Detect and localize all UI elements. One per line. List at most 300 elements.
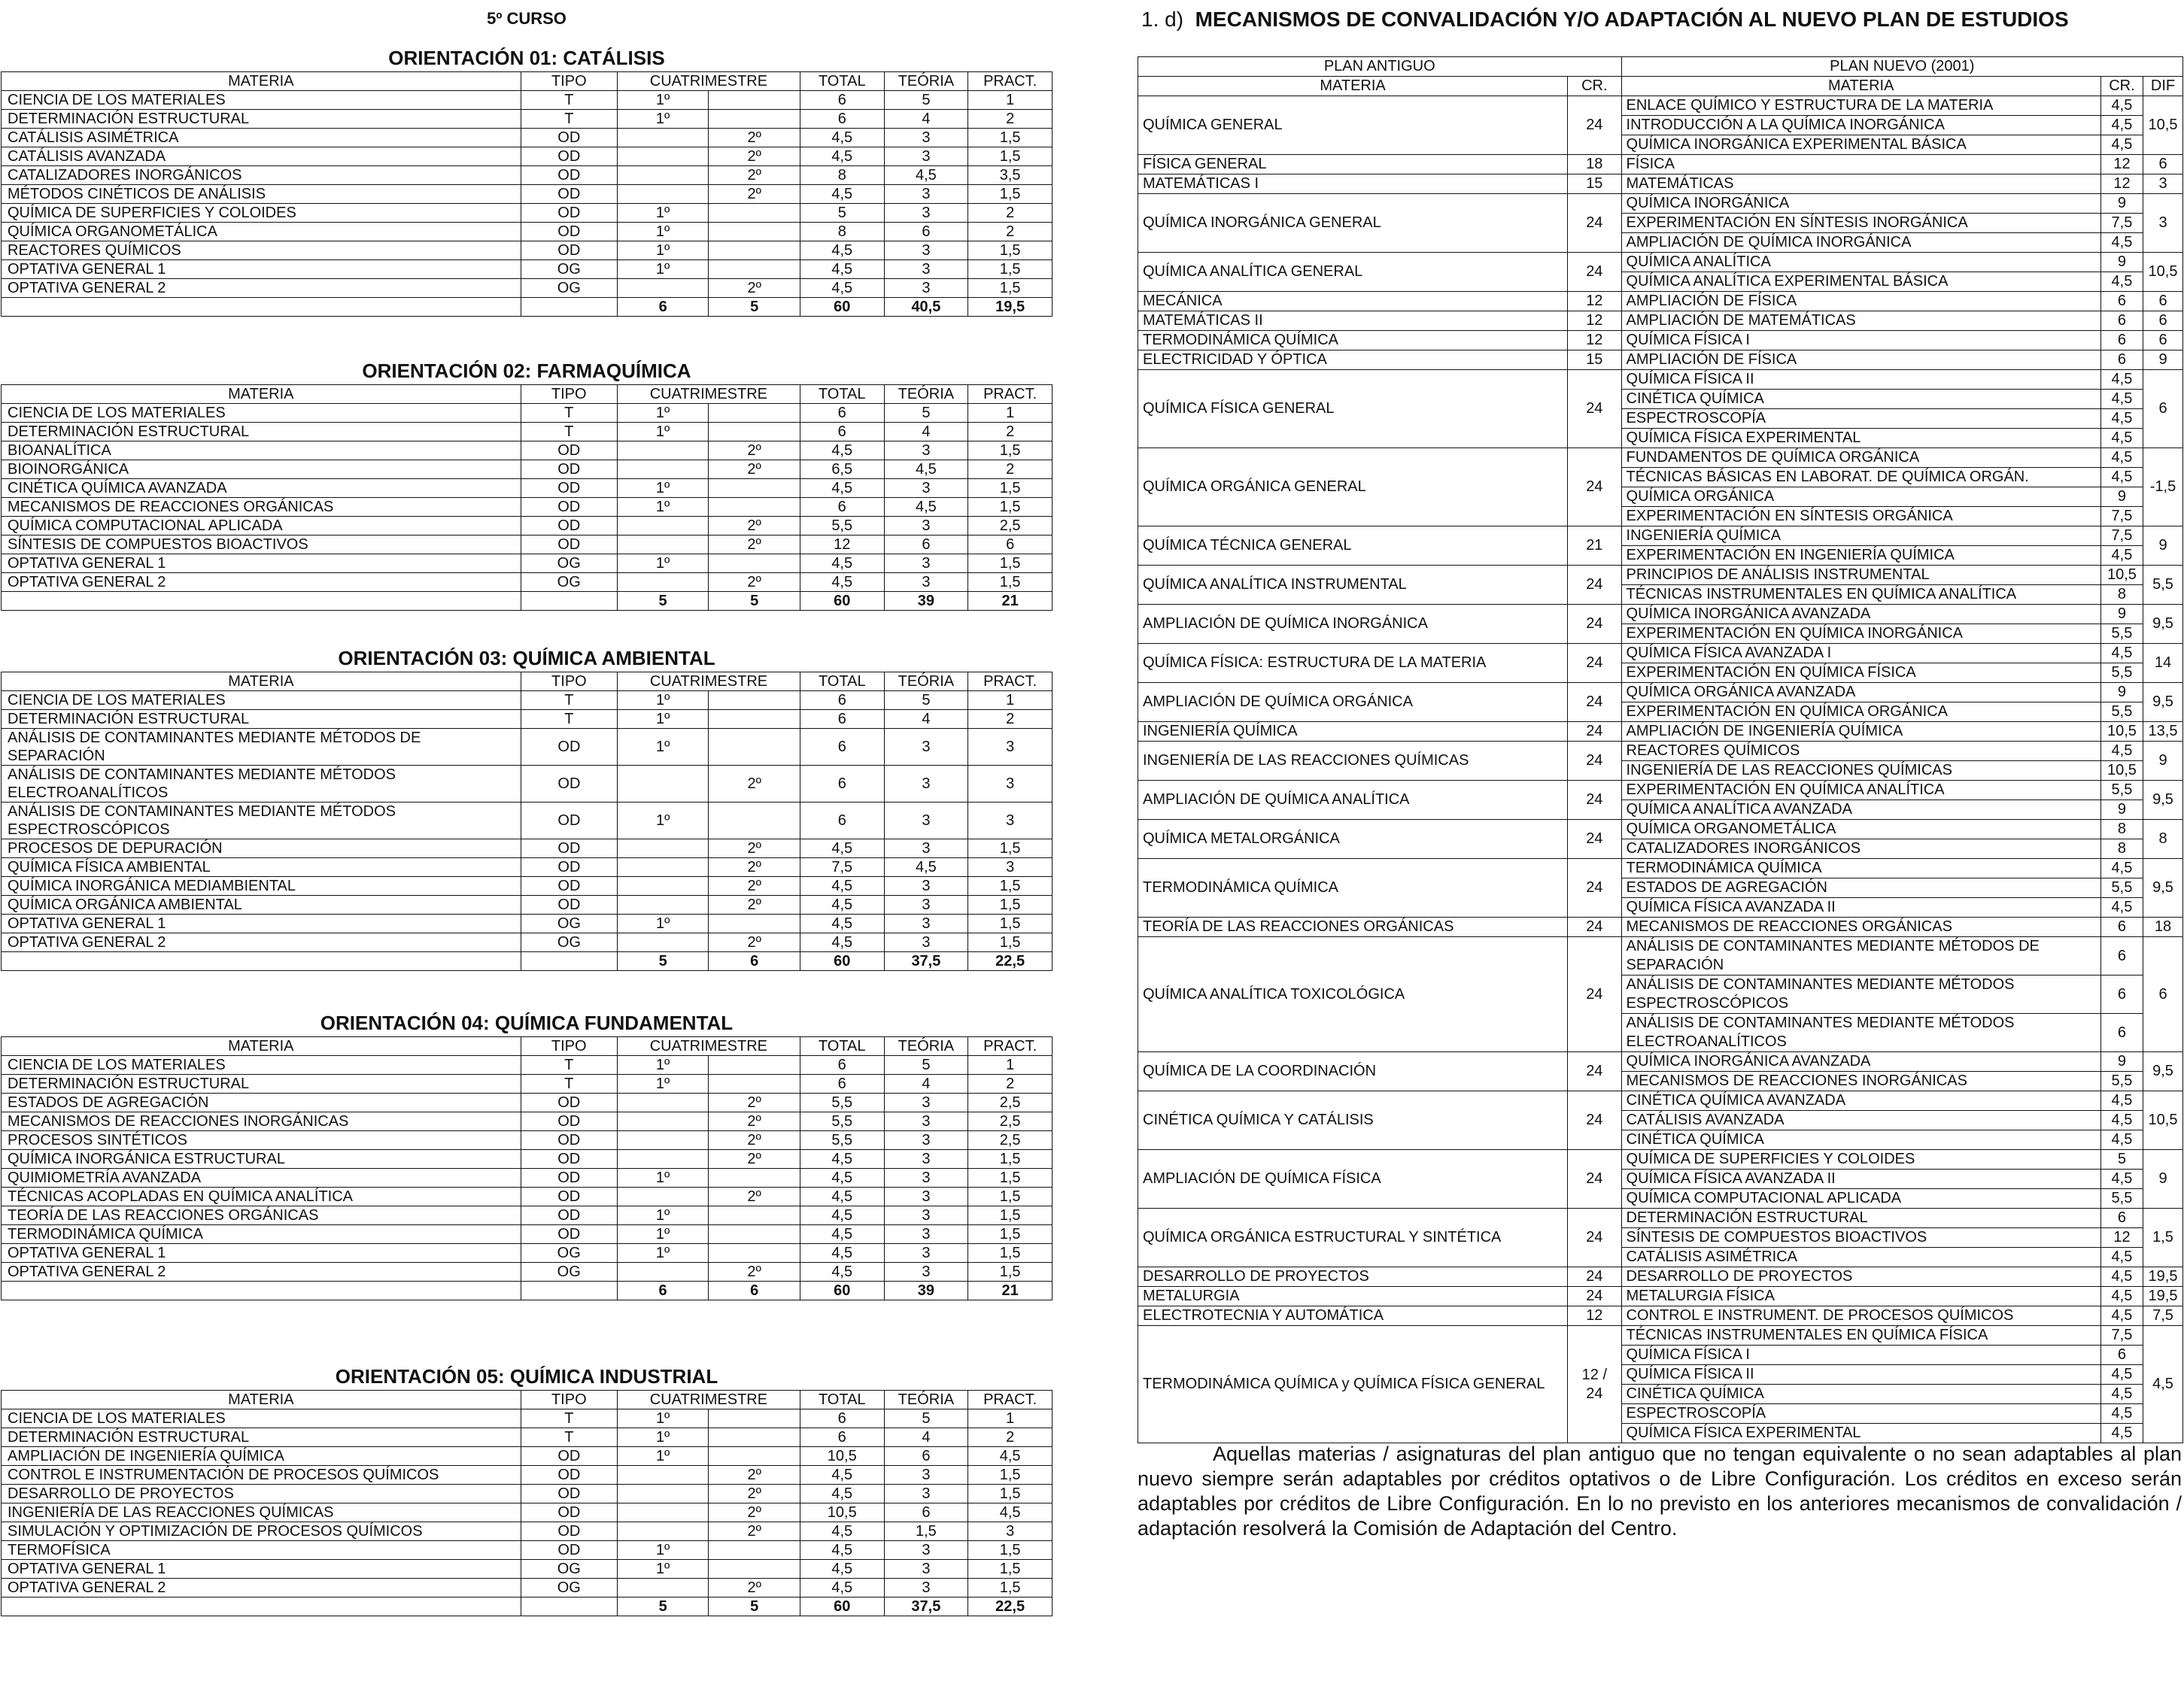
old-credits: 12 (1568, 331, 1621, 350)
cell-teoria: 3 (884, 1094, 968, 1112)
cell-materia: TERMOFÍSICA (2, 1541, 521, 1560)
cell-total: 6 (800, 91, 884, 110)
mapping-row (1138, 155, 2183, 174)
total-cell: 39 (884, 592, 968, 611)
cell-cuatri-2 (709, 498, 800, 517)
cell-cuatri-1 (617, 1112, 709, 1131)
cell-cuatri-1: 1º (617, 1560, 709, 1579)
cell-total: 4,5 (800, 185, 884, 204)
mapping-row (1138, 253, 2183, 272)
new-materia: QUÍMICA ANALÍTICA EXPERIMENTAL BÁSICA (1621, 272, 2100, 292)
new-credits: 4,5 (2100, 1385, 2143, 1404)
new-credits: 4,5 (2100, 1404, 2143, 1424)
col-teoria: TEÓRIA (884, 1037, 968, 1056)
new-materia: TERMODINÁMICA QUÍMICA (1621, 859, 2100, 878)
new-credits: 9 (2100, 605, 2143, 624)
cell-tipo: OD (521, 1503, 617, 1522)
cell-cuatri-1 (617, 877, 709, 896)
cell-materia: ANÁLISIS DE CONTAMINANTES MEDIANTE MÉTODOS ELECTROANALÍTICOS (2, 766, 521, 803)
credit-difference: 14 (2143, 644, 2183, 683)
cell-total: 4,5 (800, 1485, 884, 1503)
totals-row (2, 592, 1053, 611)
totals-row (2, 1597, 1053, 1616)
credit-difference: 6 (2143, 370, 2183, 448)
cell-materia: CIENCIA DE LOS MATERIALES (2, 404, 521, 423)
cell-cuatri-1 (617, 896, 709, 915)
cell-cuatri-1: 1º (617, 110, 709, 129)
cell-total: 4,5 (800, 877, 884, 896)
cell-cuatri-1: 1º (617, 479, 709, 498)
table-row (2, 1522, 1053, 1541)
new-credits: 6 (2100, 975, 2143, 1014)
cell-teoria: 3 (884, 1131, 968, 1150)
new-materia: EXPERIMENTACIÓN EN QUÍMICA ORGÁNICA (1621, 702, 2100, 722)
table-row (2, 166, 1053, 185)
cell-total: 5 (800, 204, 884, 223)
orientation-table (1, 384, 1053, 611)
cell-cuatri-2 (709, 1225, 800, 1244)
cell-pract: 1,5 (968, 147, 1053, 166)
cell-teoria: 4 (884, 1075, 968, 1094)
cell-total: 4,5 (800, 129, 884, 147)
cell-cuatri-1 (617, 1485, 709, 1503)
cell-tipo: OD (521, 536, 617, 554)
new-materia: QUÍMICA INORGÁNICA AVANZADA (1621, 605, 2100, 624)
new-materia: QUÍMICA ANALÍTICA (1621, 253, 2100, 272)
mapping-table (1138, 56, 2183, 1443)
cell-pract: 2,5 (968, 517, 1053, 536)
cell-cuatri-2 (709, 223, 800, 241)
old-materia: ELECTRICIDAD Y ÓPTICA (1138, 350, 1568, 370)
new-materia: QUÍMICA FÍSICA AVANZADA I (1621, 644, 2100, 663)
cell-total: 6 (800, 766, 884, 803)
orientation-block (0, 1012, 1053, 1300)
table-row (2, 858, 1053, 877)
credit-difference: 6 (2143, 937, 2183, 1052)
col-total: TOTAL (800, 385, 884, 404)
old-credits: 24 (1568, 1209, 1621, 1267)
table-row (2, 1188, 1053, 1206)
cell-cuatri-1 (617, 1466, 709, 1485)
cell-cuatri-2 (709, 404, 800, 423)
cell-materia: CATALIZADORES INORGÁNICOS (2, 166, 521, 185)
old-credits: 12 / 24 (1568, 1326, 1621, 1443)
cell-cuatri-2 (709, 1056, 800, 1075)
cell-cuatri-1 (617, 166, 709, 185)
new-credits: 5,5 (2100, 702, 2143, 722)
cell-teoria: 3 (884, 1188, 968, 1206)
table-row (2, 241, 1053, 260)
cell-tipo: OD (521, 1522, 617, 1541)
mapping-row (1138, 820, 2183, 839)
col-tipo: TIPO (521, 1037, 617, 1056)
new-credits: 12 (2100, 174, 2143, 194)
cell-pract: 1,5 (968, 877, 1053, 896)
cell-materia: PROCESOS SINTÉTICOS (2, 1131, 521, 1150)
cell-cuatri-1: 1º (617, 710, 709, 729)
col-pract: PRACT. (968, 72, 1053, 91)
total-cell: 60 (800, 1282, 884, 1300)
col-tipo: TIPO (521, 385, 617, 404)
old-credits: 24 (1568, 1052, 1621, 1091)
cell-total: 4,5 (800, 1206, 884, 1225)
credit-difference: 6 (2143, 292, 2183, 311)
new-credits: 7,5 (2100, 507, 2143, 526)
cell-pract: 2 (968, 1428, 1053, 1447)
new-materia: EXPERIMENTACIÓN EN QUÍMICA INORGÁNICA (1621, 624, 2100, 644)
cell-teoria: 3 (884, 1206, 968, 1225)
old-credits: 15 (1568, 350, 1621, 370)
cell-materia: OPTATIVA GENERAL 1 (2, 1244, 521, 1263)
cell-tipo: OD (521, 766, 617, 803)
new-materia: CINÉTICA QUÍMICA AVANZADA (1621, 1091, 2100, 1111)
cell-pract: 1,5 (968, 241, 1053, 260)
cell-cuatri-1: 1º (617, 1075, 709, 1094)
cell-cuatri-1 (617, 517, 709, 536)
new-credits: 4,5 (2100, 233, 2143, 253)
old-materia: QUÍMICA TÉCNICA GENERAL (1138, 526, 1568, 566)
credit-difference: 9 (2143, 1150, 2183, 1209)
cell-teoria: 3 (884, 1169, 968, 1188)
new-materia: CINÉTICA QUÍMICA (1621, 390, 2100, 409)
cell-pract: 2,5 (968, 1094, 1053, 1112)
new-credits: 9 (2100, 253, 2143, 272)
table-row (2, 1447, 1053, 1466)
new-credits: 7,5 (2100, 214, 2143, 233)
cell-pract: 1,5 (968, 1188, 1053, 1206)
new-credits: 9 (2100, 487, 2143, 507)
cell-teoria: 3 (884, 915, 968, 933)
new-credits: 4,5 (2100, 116, 2143, 135)
col-total: TOTAL (800, 72, 884, 91)
table-row (2, 1409, 1053, 1428)
cell-total: 4,5 (800, 1188, 884, 1206)
col-teoria: TEÓRIA (884, 385, 968, 404)
cell-cuatri-2: 2º (709, 1503, 800, 1522)
cell-teoria: 3 (884, 441, 968, 460)
cell-cuatri-1 (617, 1094, 709, 1112)
cell-cuatri-1 (617, 933, 709, 952)
cell-pract: 1,5 (968, 129, 1053, 147)
cell-tipo: OD (521, 858, 617, 877)
cell-tipo: OD (521, 1466, 617, 1485)
cell-materia: CINÉTICA QUÍMICA AVANZADA (2, 479, 521, 498)
mapping-row (1138, 644, 2183, 663)
cell-cuatri-2: 2º (709, 536, 800, 554)
mapping-row (1138, 370, 2183, 390)
old-credits: 24 (1568, 96, 1621, 155)
cell-tipo: OG (521, 1579, 617, 1597)
cell-materia: QUIMIOMETRÍA AVANZADA (2, 1169, 521, 1188)
mapping-row (1138, 1287, 2183, 1306)
cell-total: 4,5 (800, 479, 884, 498)
cell-tipo: OD (521, 1150, 617, 1169)
cell-tipo: OG (521, 933, 617, 952)
cell-teoria: 3 (884, 260, 968, 279)
table-row (2, 1225, 1053, 1244)
cell-materia: ANÁLISIS DE CONTAMINANTES MEDIANTE MÉTODOS DE SEPARACIÓN (2, 729, 521, 766)
old-materia: QUÍMICA ANALÍTICA INSTRUMENTAL (1138, 566, 1568, 605)
mapping-row (1138, 174, 2183, 194)
cell-pract: 2 (968, 223, 1053, 241)
orientation-block (0, 647, 1053, 971)
cell-tipo: OD (521, 460, 617, 479)
total-cell: 60 (800, 952, 884, 971)
cell-tipo: OD (521, 729, 617, 766)
table-row (2, 1541, 1053, 1560)
cell-pract: 2,5 (968, 1112, 1053, 1131)
cell-materia: OPTATIVA GENERAL 2 (2, 933, 521, 952)
cell-teoria: 4,5 (884, 858, 968, 877)
old-credits: 12 (1568, 311, 1621, 331)
old-materia: QUÍMICA FÍSICA GENERAL (1138, 370, 1568, 448)
cell-total: 4,5 (800, 839, 884, 858)
new-materia: INTRODUCCIÓN A LA QUÍMICA INORGÁNICA (1621, 116, 2100, 135)
cell-pract: 2 (968, 204, 1053, 223)
cell-teoria: 3 (884, 1112, 968, 1131)
col-tipo: TIPO (521, 1391, 617, 1409)
credit-difference: 6 (2143, 331, 2183, 350)
cell-pract: 2 (968, 710, 1053, 729)
old-credits: 24 (1568, 1287, 1621, 1306)
mapping-row (1138, 781, 2183, 800)
new-credits: 6 (2100, 1346, 2143, 1365)
cell-cuatri-1 (617, 147, 709, 166)
orientation-block (0, 1365, 1053, 1616)
mapping-body (1138, 96, 2183, 1443)
col-cuatrimestre: CUATRIMESTRE (617, 1391, 800, 1409)
old-materia-header: MATERIA (1138, 77, 1568, 96)
table-row (2, 147, 1053, 166)
cell-tipo: OD (521, 498, 617, 517)
old-cr-header: CR. (1568, 77, 1621, 96)
cell-cuatri-2 (709, 1169, 800, 1188)
old-credits: 24 (1568, 566, 1621, 605)
cell-cuatri-1 (617, 839, 709, 858)
cell-pract: 1 (968, 1056, 1053, 1075)
cell-cuatri-1: 1º (617, 1056, 709, 1075)
cell-pract: 1,5 (968, 1150, 1053, 1169)
col-cuatrimestre: CUATRIMESTRE (617, 1037, 800, 1056)
table-row (2, 1075, 1053, 1094)
table-row (2, 223, 1053, 241)
new-credits: 4,5 (2100, 859, 2143, 878)
new-credits: 4,5 (2100, 1248, 2143, 1267)
cell-tipo: OD (521, 877, 617, 896)
cell-teoria: 3 (884, 1225, 968, 1244)
note-paragraph: Aquellas materias / asignaturas del plan antiguo que no tengan equivalente o no sean adaptables al plan nuevo siempre serán adaptables por créditos optativos o de Libre Configuración. Los créditos en exceso serán adaptables por créditos de Libre Configuración. En lo no previsto en los anteriores mecanismos de convalidación / adaptación resolverá la Comisión de Adaptación del Centro. (1138, 1443, 2182, 1540)
cell-pract: 1,5 (968, 573, 1053, 592)
new-materia: ANÁLISIS DE CONTAMINANTES MEDIANTE MÉTODOS DE SEPARACIÓN (1621, 937, 2100, 975)
table-row (2, 691, 1053, 710)
cell-materia: TÉCNICAS ACOPLADAS EN QUÍMICA ANALÍTICA (2, 1188, 521, 1206)
new-materia: QUÍMICA FÍSICA I (1621, 331, 2100, 350)
cell-total: 4,5 (800, 1150, 884, 1169)
mapping-row (1138, 742, 2183, 761)
new-materia-header: MATERIA (1621, 77, 2100, 96)
table-row (2, 1244, 1053, 1263)
new-materia: QUÍMICA FÍSICA II (1621, 370, 2100, 390)
old-credits: 21 (1568, 526, 1621, 566)
new-materia: ESPECTROSCOPÍA (1621, 409, 2100, 429)
cell-teoria: 3 (884, 1150, 968, 1169)
cell-cuatri-2 (709, 554, 800, 573)
old-materia: INGENIERÍA QUÍMICA (1138, 722, 1568, 742)
old-credits: 24 (1568, 194, 1621, 253)
credit-difference: 8 (2143, 820, 2183, 859)
new-materia: EXPERIMENTACIÓN EN SÍNTESIS INORGÁNICA (1621, 214, 2100, 233)
cell-materia: QUÍMICA COMPUTACIONAL APLICADA (2, 517, 521, 536)
old-credits: 24 (1568, 722, 1621, 742)
cell-teoria: 4,5 (884, 498, 968, 517)
cell-cuatri-2: 2º (709, 858, 800, 877)
cell-materia: OPTATIVA GENERAL 2 (2, 573, 521, 592)
total-cell: 6 (709, 1282, 800, 1300)
cell-teoria: 5 (884, 1409, 968, 1428)
cell-pract: 3 (968, 729, 1053, 766)
cell-cuatri-2 (709, 241, 800, 260)
cell-materia: OPTATIVA GENERAL 2 (2, 1579, 521, 1597)
cell-teoria: 3 (884, 241, 968, 260)
old-credits: 24 (1568, 683, 1621, 722)
cell-teoria: 6 (884, 536, 968, 554)
new-materia: ANÁLISIS DE CONTAMINANTES MEDIANTE MÉTODOS ESPECTROSCÓPICOS (1621, 975, 2100, 1014)
new-materia: ESTADOS DE AGREGACIÓN (1621, 878, 2100, 898)
table-row (2, 1150, 1053, 1169)
cell-tipo: OD (521, 1225, 617, 1244)
cell-tipo: OD (521, 896, 617, 915)
cell-cuatri-1: 1º (617, 423, 709, 441)
table-row (2, 1112, 1053, 1131)
col-materia: MATERIA (2, 72, 521, 91)
new-materia: AMPLIACIÓN DE FÍSICA (1621, 292, 2100, 311)
cell-materia: REACTORES QUÍMICOS (2, 241, 521, 260)
cell-teoria: 3 (884, 479, 968, 498)
cell-tipo: OD (521, 441, 617, 460)
cell-teoria: 3 (884, 933, 968, 952)
new-materia: METALURGIA FÍSICA (1621, 1287, 2100, 1306)
cell-total: 8 (800, 223, 884, 241)
cell-materia: OPTATIVA GENERAL 1 (2, 260, 521, 279)
credit-difference: -1,5 (2143, 448, 2183, 526)
cell-pract: 1,5 (968, 1206, 1053, 1225)
new-credits: 4,5 (2100, 448, 2143, 468)
orientation-title: ORIENTACIÓN 01: CATÁLISIS (388, 47, 665, 69)
cell-tipo: T (521, 1428, 617, 1447)
new-materia: TÉCNICAS INSTRUMENTALES EN QUÍMICA ANALÍTICA (1621, 585, 2100, 605)
cell-cuatri-1: 1º (617, 204, 709, 223)
cell-teoria: 5 (884, 691, 968, 710)
new-credits: 4,5 (2100, 409, 2143, 429)
cell-cuatri-1: 1º (617, 241, 709, 260)
old-materia: AMPLIACIÓN DE QUÍMICA ANALÍTICA (1138, 781, 1568, 820)
cell-cuatri-1 (617, 536, 709, 554)
total-cell: 22,5 (968, 1597, 1053, 1616)
cell-pract: 1 (968, 691, 1053, 710)
new-credits: 12 (2100, 155, 2143, 174)
col-teoria: TEÓRIA (884, 672, 968, 691)
total-cell: 21 (968, 1282, 1053, 1300)
total-cell: 6 (617, 1282, 709, 1300)
cell-total: 5,5 (800, 1112, 884, 1131)
cell-pract: 1,5 (968, 260, 1053, 279)
col-materia: MATERIA (2, 1391, 521, 1409)
new-materia: AMPLIACIÓN DE FÍSICA (1621, 350, 2100, 370)
cell-tipo: OG (521, 1244, 617, 1263)
credit-difference: 3 (2143, 174, 2183, 194)
cell-pract: 1,5 (968, 185, 1053, 204)
new-materia: QUÍMICA FÍSICA II (1621, 1365, 2100, 1385)
cell-teoria: 3 (884, 279, 968, 298)
cell-tipo: OD (521, 1206, 617, 1225)
new-materia: AMPLIACIÓN DE QUÍMICA INORGÁNICA (1621, 233, 2100, 253)
new-credits: 6 (2100, 918, 2143, 937)
old-credits: 24 (1568, 820, 1621, 859)
cell-teoria: 3 (884, 729, 968, 766)
credit-difference: 4,5 (2143, 1326, 2183, 1443)
mapping-row (1138, 292, 2183, 311)
table-row (2, 766, 1053, 803)
cell-cuatri-2 (709, 1560, 800, 1579)
mapping-row (1138, 448, 2183, 468)
table-row (2, 1131, 1053, 1150)
cell-cuatri-2 (709, 1541, 800, 1560)
cell-pract: 1,5 (968, 839, 1053, 858)
new-credits: 8 (2100, 585, 2143, 605)
new-credits: 7,5 (2100, 526, 2143, 546)
cell-cuatri-2: 2º (709, 1131, 800, 1150)
cell-teoria: 3 (884, 185, 968, 204)
cell-total: 6 (800, 1409, 884, 1428)
orientation-table (1, 71, 1053, 317)
cell-cuatri-1 (617, 129, 709, 147)
cell-total: 4,5 (800, 933, 884, 952)
new-materia: QUÍMICA ORGÁNICA AVANZADA (1621, 683, 2100, 702)
old-credits: 24 (1568, 918, 1621, 937)
cell-pract: 3 (968, 858, 1053, 877)
cell-materia: QUÍMICA FÍSICA AMBIENTAL (2, 858, 521, 877)
cell-pract: 1,5 (968, 1579, 1053, 1597)
cell-tipo: OG (521, 1560, 617, 1579)
cell-materia: ESTADOS DE AGREGACIÓN (2, 1094, 521, 1112)
cell-pract: 3 (968, 1522, 1053, 1541)
col-materia: MATERIA (2, 1037, 521, 1056)
cell-teoria: 3 (884, 1579, 968, 1597)
table-header-row (2, 1037, 1053, 1056)
credit-difference: 9,5 (2143, 605, 2183, 644)
cell-tipo: OD (521, 241, 617, 260)
mapping-row (1138, 1306, 2183, 1326)
cell-materia: QUÍMICA INORGÁNICA ESTRUCTURAL (2, 1150, 521, 1169)
credit-difference: 1,5 (2143, 1209, 2183, 1267)
table-row (2, 729, 1053, 766)
new-credits: 6 (2100, 311, 2143, 331)
table-row (2, 185, 1053, 204)
cell-teoria: 3 (884, 1541, 968, 1560)
cell-teoria: 3 (884, 1263, 968, 1282)
cell-teoria: 3 (884, 517, 968, 536)
old-credits: 24 (1568, 1267, 1621, 1287)
cell-total: 4,5 (800, 573, 884, 592)
new-cr-header: CR. (2100, 77, 2143, 96)
old-credits: 24 (1568, 937, 1621, 1052)
total-cell: 19,5 (968, 298, 1053, 317)
new-credits: 4,5 (2100, 96, 2143, 116)
cell-tipo: OD (521, 1169, 617, 1188)
orientation-title: ORIENTACIÓN 03: QUÍMICA AMBIENTAL (338, 647, 715, 669)
cell-cuatri-2 (709, 691, 800, 710)
credit-difference: 7,5 (2143, 1306, 2183, 1326)
